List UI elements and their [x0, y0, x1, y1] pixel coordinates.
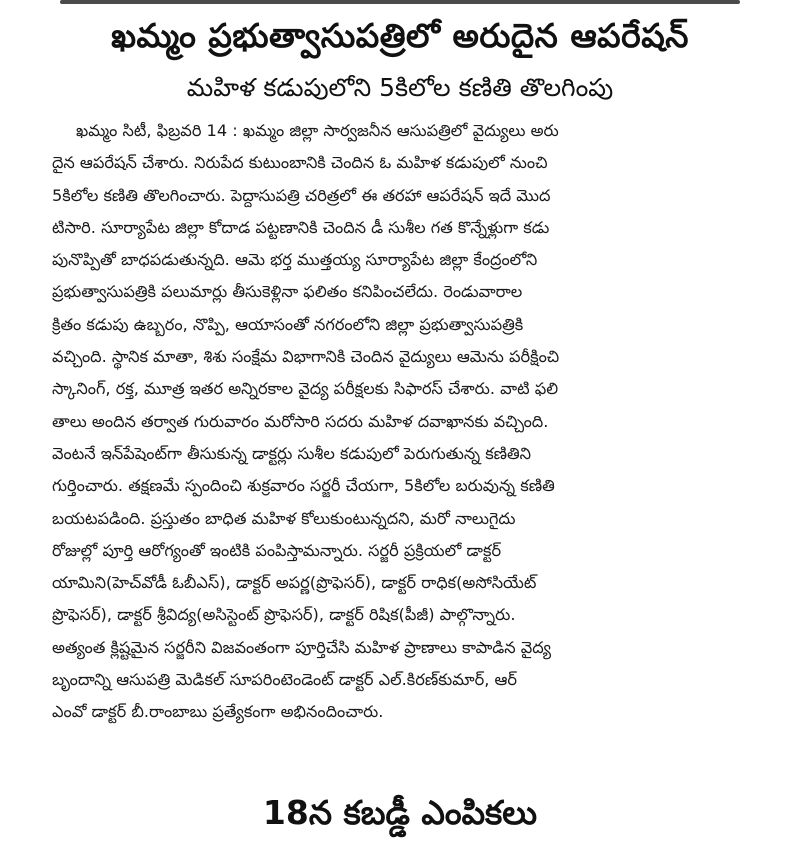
body-line: ప్రొఫెసర్), డాక్టర్ శ్రీవిద్య(అసిస్టెంట్ ప్రొఫెసర్), డాక్టర్ రిషిక(పీజీ) పాల్గొన్నారు.	[52, 605, 516, 625]
article-body	[52, 115, 772, 729]
body-line: టిసారి. సూర్యాపేట జిల్లా కోదాడ పట్టణానికి చెందిన డీ సుశీల గత కొన్నేళ్లుగా కడు	[52, 217, 550, 237]
body-line: గుర్తించారు. తక్షణమే స్పందించి శుక్రవారం సర్జరీ చేయగా, 5కిలోల బరువున్న కణితి	[52, 476, 555, 496]
body-line: యామిని(హెచ్‌వోడీ ఓబీఎస్), డాక్టర్ అపర్ణ(ప్రొఫెసర్), డాక్టర్ రాధిక(అసోసియేట్	[52, 573, 537, 593]
body-line: దైన ఆపరేషన్ చేశారు. నిరుపేద కుటుంబానికి చెందిన ఓ మహిళ కడుపులో నుంచి	[52, 153, 548, 173]
body-line: రోజుల్లో పూర్తి ఆరోగ్యంతో ఇంటికి పంపిస్తామన్నారు. సర్జరీ ప్రక్రియలో డాక్టర్	[52, 540, 502, 560]
body-line: స్కానింగ్, రక్త, మూత్ర ఇతర అన్నిరకాల వైద్య పరీక్షలకు సిఫారస్ చేశారు. వాటి ఫలి	[52, 379, 559, 399]
body-line: క్రితం కడుపు ఉబ్బరం, నొప్పి, ఆయాసంతో నగరంలోని జిల్లా ప్రభుత్వాసుపత్రికి	[52, 314, 524, 334]
body-line: తాలు అందిన తర్వాత గురువారం మరోసారి సదరు మహిళ దవాఖానకు వచ్చింది.	[52, 411, 549, 431]
body-line: పునొప్పితో బాధపడుతున్నది. ఆమె భర్త ముత్తయ్య సూర్యాపేట జిల్లా కేంద్రంలోని	[52, 250, 538, 270]
clipped-previous-text	[0, 0, 800, 7]
body-line: ప్రభుత్వాసుపత్రికి పలుమార్లు తీసుకెళ్లినా ఫలితం కనిపించలేదు. రెండువారాల	[52, 282, 523, 302]
clipped-text-fragment	[60, 0, 740, 4]
body-line: ఖమ్మం సిటీ, ఫిబ్రవరి 14 : ఖమ్మం జిల్లా సార్వజనీన ఆసుపత్రిలో వైద్యులు అరు	[76, 121, 559, 140]
article-subheadline: మహిళ కడుపులోని 5కిలోల కణితి తొలగింపు	[186, 73, 614, 102]
body-line: అత్యంత క్లిష్టమైన సర్జరీని విజవంతంగా పూర్తిచేసి మహిళ ప్రాణాలు కాపాడిన వైద్య	[52, 637, 552, 657]
article-headline: ఖమ్మం ప్రభుత్వాసుపత్రిలో అరుదైన ఆపరేషన్	[111, 16, 689, 55]
body-line: బయటపడింది. ప్రస్తుతం బాధిత మహిళ కోలుకుంటున్నదని, మరో నాలుగైదు	[52, 508, 516, 528]
body-line: ఎంవో డాక్టర్ బీ.రాంబాబు ప్రత్యేకంగా అభినందించారు.	[52, 702, 384, 722]
next-article-headline: 18న కబడ్డీ ఎంపికలు	[262, 793, 538, 832]
body-line: బృందాన్ని ఆసుపత్రి మెడికల్ సూపరింటెండెంట్ డాక్టర్ ఎల్.కిరణ్‌కుమార్, ఆర్	[52, 670, 517, 690]
body-line: 5కిలోల కణితి తొలగించారు. పెద్దాసుపత్రి చరిత్రలో ఈ తరహా ఆపరేషన్ ఇదే మొద	[52, 185, 551, 205]
body-line: వెంటనే ఇన్‌పేషెంట్‌గా తీసుకున్న డాక్టర్లు సుశీల కడుపులో పెరుగుతున్న కణితిని	[52, 443, 532, 463]
body-line: వచ్చింది. స్థానిక మాతా, శిశు సంక్షేమ విభాగానికి చెందిన వైద్యులు ఆమెను పరీక్షించి	[52, 347, 560, 367]
